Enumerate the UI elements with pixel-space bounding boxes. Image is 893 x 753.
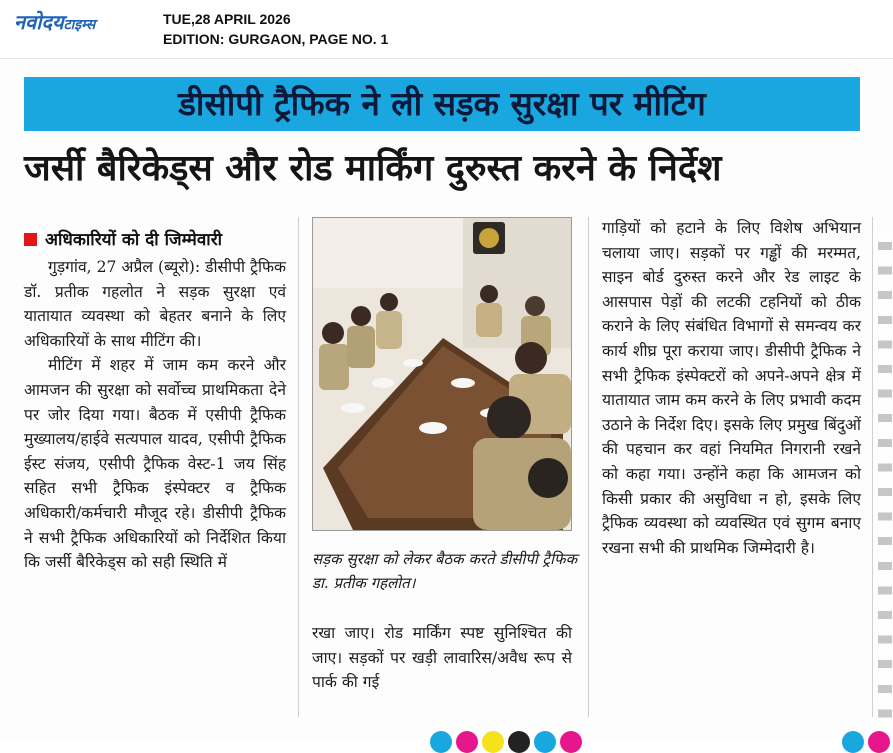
article-paragraph: रखा जाए। रोड मार्किंग स्पष्ट सुनिश्चित की जाए। सड़कों पर खड़ी लावारिस/अवैध रूप से पार्क की गई (312, 624, 572, 692)
edition-line: EDITION: GURGAON, PAGE NO. 1 (163, 31, 389, 47)
date-line: TUE,28 APRIL 2026 (163, 11, 291, 27)
registration-dot (482, 731, 504, 753)
registration-dot (508, 731, 530, 753)
logo-sub-text: टाइम्स (63, 17, 96, 33)
registration-dot (560, 731, 582, 753)
article-paragraph: गुड़गांव, 27 अप्रैल (ब्यूरो): डीसीपी ट्रैफिक डॉ. प्रतीक गहलोत ने सड़क सुरक्षा एवं यातायात व्यवस्था को बेहतर बनाने के लिए अधिकारियों के साथ मीटिंग की। (24, 258, 286, 350)
meeting-photo-illustration (313, 218, 571, 530)
red-square-bullet-icon (24, 233, 37, 246)
newspaper-page (0, 58, 893, 741)
article-column-2 (312, 621, 572, 695)
article-paragraph: गाड़ियों को हटाने के लिए विशेष अभियान चलाया जाए। सड़कों पर गड्ढों की मरम्मत, साइन बोर्ड दुरुस्त करने और रेड लाइट के आसपास पेड़ों की लटकी टहनियों को ठीक कराने के लिए संबंधित विभागों से समन्वय कर कार्य शीघ्र पूरा कराया जाए। डीसीपी ट्रैफिक ने सभी ट्रैफिक इंस्पेक्टरों को अपने-अपने क्षेत्र में यातायात जाम कम करने के लिए प्रभावी कदम उठाने के निर्देश दिए। इसके लिए प्रमुख बिंदुओं की पहचान कर वहां नियमित निगरानी रखने को कहा गया। उन्होंने कहा कि आमजन को किसी प्रकार की असुविधा न हो, इसके लिए ट्रैफिक व्यवस्था को व्यवस्थित एवं सुगम बनाए रखना सभी की प्राथमिक जिम्मेदारी है। (602, 219, 861, 557)
edition-info (163, 9, 388, 49)
logo-main-text: नवोदय (14, 10, 64, 34)
registration-dot (868, 731, 890, 753)
adjacent-article-edge (878, 234, 893, 734)
article-column-3 (602, 216, 861, 560)
article-column-1 (24, 255, 286, 575)
subheading-text: अधिकारियों को दी जिम्मेवारी (45, 230, 223, 250)
headline: जर्सी बैरिकेड्स और रोड मार्किंग दुरुस्त करने के निर्देश (24, 148, 722, 189)
article-paragraph: मीटिंग में शहर में जाम कम करने और आमजन की सुरक्षा को सर्वोच्च प्राथमिकता देने पर जोर दिया गया। बैठक में एसीपी ट्रैफिक मुख्यालय/हाईवे सत्यपाल यादव, एसीपी ट्रैफिक ईस्ट संजय, एसीपी ट्रैफिक वेस्ट-1 जय सिंह सहित सभी ट्रैफिक इंस्पेक्टर व ट्रैफिक अधिकारी/कर्मचारी मौजूद रहे। डीसीपी ट्रैफिक ने सभी ट्रैफिक अधिकारियों को निर्देशित किया कि जर्सी बैरिकेड्स को सही स्थिति में (24, 356, 286, 572)
masthead (0, 0, 893, 58)
photo-caption: सड़क सुरक्षा को लेकर बैठक करते डीसीपी ट्रैफिक डा. प्रतीक गहलोत। (312, 550, 578, 592)
column-divider (298, 217, 299, 717)
meeting-photo[interactable] (312, 217, 572, 531)
column-divider (872, 217, 873, 717)
newspaper-logo[interactable] (14, 8, 95, 35)
registration-dot (534, 731, 556, 753)
column-divider (588, 217, 589, 717)
registration-dot (430, 731, 452, 753)
kicker-banner: डीसीपी ट्रैफिक ने ली सड़क सुरक्षा पर मीटिंग (24, 77, 860, 131)
registration-dot (456, 731, 478, 753)
registration-dot (842, 731, 864, 753)
subheading (24, 225, 286, 255)
